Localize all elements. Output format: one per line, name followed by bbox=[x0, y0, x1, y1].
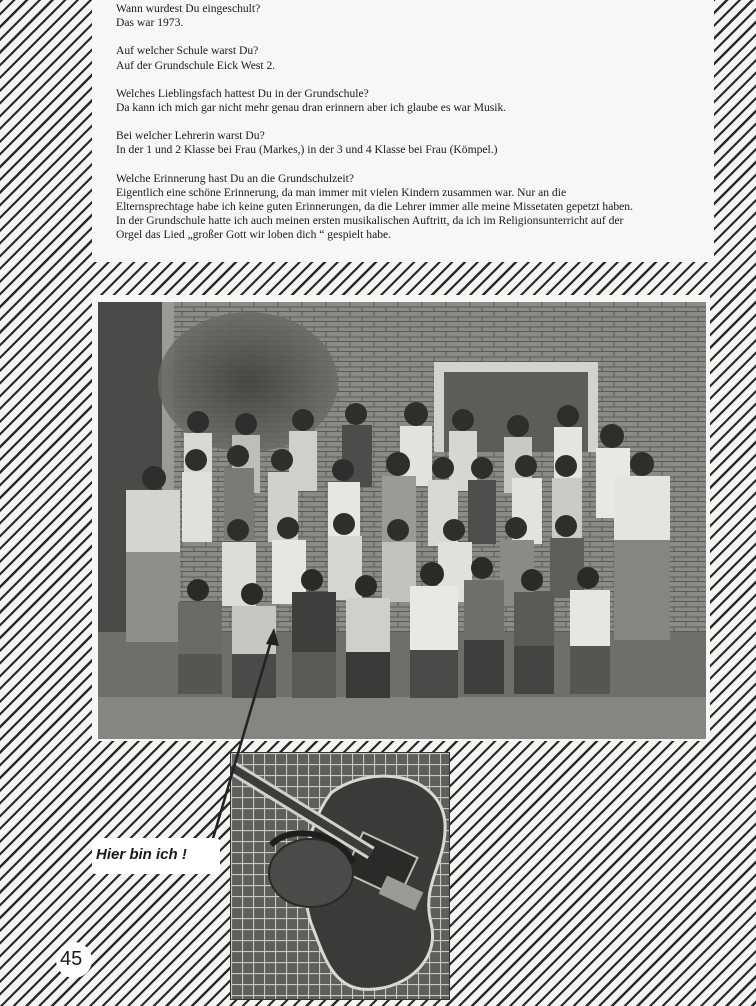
answer: Elternsprechtage habe ich keine guten Erinnerungen, da die Lehrer immer alle meine Missetaten gepetzt haben. bbox=[116, 200, 633, 214]
question: Auf welcher Schule warst Du? bbox=[116, 44, 259, 58]
qa-block bbox=[116, 2, 716, 30]
photo-label-box bbox=[92, 838, 220, 874]
answer: In der 1 und 2 Klasse bei Frau (Markes,) in der 3 und 4 Klasse bei Frau (Kömpel.) bbox=[116, 143, 498, 157]
qa-block bbox=[116, 172, 716, 243]
photo-label: Hier bin ich ! bbox=[96, 846, 187, 863]
question: Welche Erinnerung hast Du an die Grundschulzeit? bbox=[116, 171, 354, 185]
answer: In der Grundschule hatte ich auch meinen ersten musikalischen Auftritt, da ich im Religionsunterricht auf der bbox=[116, 214, 624, 228]
answer: Orgel das Lied „großer Gott wir loben dich “ gespielt habe. bbox=[116, 228, 392, 242]
qa-block bbox=[116, 44, 716, 72]
page-number: 45 bbox=[60, 948, 83, 970]
interview-text bbox=[116, 2, 716, 257]
answer: Eigentlich eine schöne Erinnerung, da man immer mit vielen Kindern zusammen war. Nur an die bbox=[116, 185, 567, 199]
qa-block bbox=[116, 87, 716, 115]
class-photo bbox=[98, 302, 706, 739]
qa-block bbox=[116, 129, 716, 157]
question: Wann wurdest Du eingeschult? bbox=[116, 2, 261, 15]
answer: Auf der Grundschule Eick West 2. bbox=[116, 58, 276, 72]
answer: Das war 1973. bbox=[116, 16, 184, 30]
answer: Da kann ich mich gar nicht mehr genau dran erinnern aber ich glaube es war Musik. bbox=[116, 101, 507, 115]
question: Welches Lieblingsfach hattest Du in der Grundschule? bbox=[116, 86, 369, 100]
guitar-photo bbox=[230, 752, 450, 1000]
question: Bei welcher Lehrerin warst Du? bbox=[116, 129, 265, 143]
